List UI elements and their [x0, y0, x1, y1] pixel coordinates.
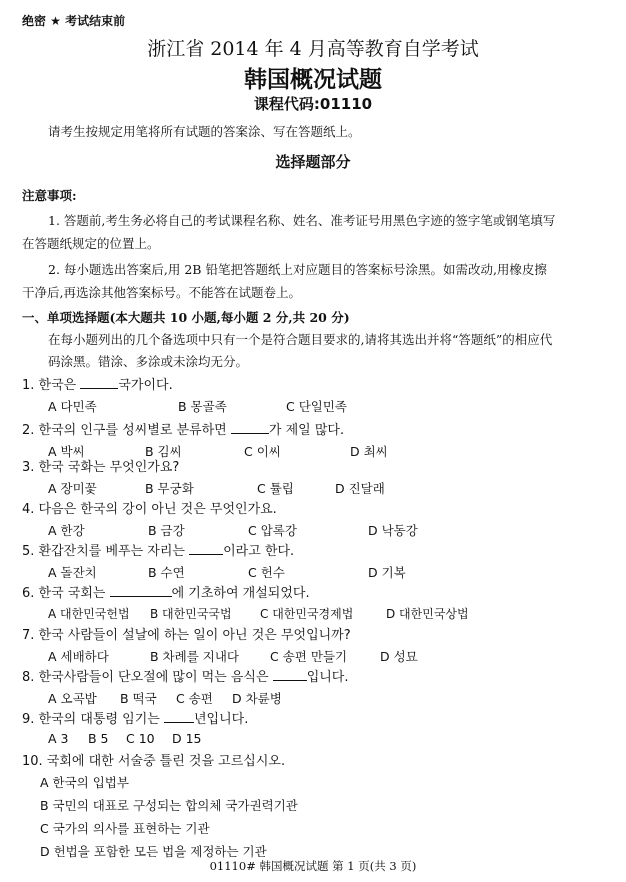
option-c: C 압록강 [248, 523, 297, 538]
answer-blank [273, 668, 307, 681]
question-text: 가 제일 많다. [268, 423, 345, 438]
question-text: 년입니다. [193, 712, 249, 727]
option-a: A 3 [48, 731, 69, 746]
course-code: 课程代码:01110 [253, 95, 373, 113]
option-c: C 송편 만들기 [270, 649, 348, 664]
part-description-line-2: 码涂黑。错涂、多涂或未涂均无分。 [48, 354, 249, 369]
option-b: B 김씨 [145, 444, 182, 459]
option-c: C 10 [126, 731, 155, 746]
question-text: 1. 한국은 [22, 378, 81, 393]
question-6 [22, 582, 310, 601]
option-b: B 대한민국국법 [150, 607, 232, 621]
part-description-line-1: 在每小题列出的几个备选项中只有一个是符合题目要求的,请将其选出并将“答题纸”的相应代 [48, 332, 553, 347]
question-3: 3. 한국 국화는 무엇인가요? [22, 460, 180, 475]
answer-instruction: 请考生按规定用笔将所有试题的答案涂、写在答题纸上。 [48, 124, 361, 139]
option-b: B 차례를 지내다 [150, 649, 239, 664]
option-d: D 진달래 [335, 481, 385, 496]
answer-blank [80, 376, 118, 389]
question-9 [22, 708, 248, 727]
note-1-line-2: 在答题纸规定的位置上。 [22, 236, 160, 251]
confidential-label: 绝密 ★ 考试结束前 [22, 14, 126, 28]
option-b: B 몽골족 [178, 399, 227, 414]
question-2 [22, 419, 344, 438]
question-4: 4. 다음은 한국의 강이 아닌 것은 무엇인가요. [22, 502, 277, 517]
page-footer: 01110# 韩国概况试题 第 1 页(共 3 页) [209, 859, 417, 873]
question-8 [22, 666, 349, 685]
option-b: B 수연 [148, 565, 185, 580]
option-b: B 국민의 대표로 구성되는 합의체 국가권력기관 [40, 798, 298, 813]
answer-blank [164, 710, 194, 723]
option-d: D 헌법을 포함한 모든 법을 제정하는 기관 [40, 844, 267, 859]
option-a: A 박씨 [48, 444, 85, 459]
option-a: A 오곡밥 [48, 691, 97, 706]
note-1-line-1: 1. 答题前,考生务必将自己的考试课程名称、姓名、准考证号用黑色字迹的签字笔或钢笔填写 [48, 213, 556, 228]
option-d: D 낙동강 [368, 523, 418, 538]
option-c: C 이씨 [244, 444, 281, 459]
option-a: A 한국의 입법부 [40, 775, 129, 790]
option-a: A 장미꽃 [48, 481, 97, 496]
question-text: 2. 한국의 인구를 성씨별로 분류하면 [22, 423, 231, 438]
option-a: A 세배하다 [48, 649, 109, 664]
option-c: C 단일민족 [286, 399, 348, 414]
section-title: 选择题部分 [275, 153, 351, 171]
option-d: D 성묘 [380, 649, 418, 664]
question-text: 에 기초하여 개설되었다. [171, 586, 310, 601]
option-b: B 무궁화 [145, 481, 194, 496]
option-b: B 떡국 [120, 691, 157, 706]
question-1 [22, 374, 173, 393]
option-a: A 대한민국헌법 [48, 607, 130, 621]
question-5 [22, 540, 294, 559]
option-c: C 튤립 [257, 481, 294, 496]
option-a: A 돌잔치 [48, 565, 97, 580]
exam-title: 浙江省 2014 年 4 月高等教育自学考试 [147, 38, 479, 60]
question-text: 입니다. [306, 670, 349, 685]
question-text: 6. 한국 국회는 [22, 586, 110, 601]
option-b: B 금강 [148, 523, 185, 538]
answer-blank [231, 421, 269, 434]
option-a: A 한강 [48, 523, 85, 538]
option-d: D 15 [172, 731, 202, 746]
option-c: C 헌수 [248, 565, 285, 580]
question-text: 8. 한국사람들이 단오절에 많이 먹는 음식은 [22, 670, 273, 685]
question-text: 국가이다. [118, 378, 173, 393]
subject-title: 韩国概况试题 [244, 67, 382, 93]
option-d: D 차륜병 [232, 691, 282, 706]
notes-title: 注意事项: [22, 188, 77, 203]
question-text: 9. 한국의 대통령 임기는 [22, 712, 164, 727]
question-text: 5. 환갑잔치를 베푸는 자리는 [22, 544, 190, 559]
option-c: C 국가의 의사를 표현하는 기관 [40, 821, 210, 836]
answer-blank [189, 542, 223, 555]
option-b: B 5 [88, 731, 109, 746]
option-d: D 최씨 [350, 444, 388, 459]
note-2-line-2: 干净后,再选涂其他答案标号。不能答在试题卷上。 [22, 285, 301, 300]
option-d: D 기복 [368, 565, 406, 580]
answer-blank [110, 584, 172, 597]
option-d: D 대한민국상법 [386, 607, 469, 621]
question-text: 이라고 한다. [223, 544, 295, 559]
question-7: 7. 한국 사람들이 설날에 하는 일이 아닌 것은 무엇입니까? [22, 628, 351, 643]
part-title: 一、单项选择题(本大题共 10 小题,每小题 2 分,共 20 分) [22, 310, 350, 325]
note-2-line-1: 2. 每小题选出答案后,用 2B 铅笔把答题纸上对应题目的答案标号涂黑。如需改动,用橡皮擦 [48, 262, 547, 277]
question-10: 10. 국회에 대한 서술중 틀린 것을 고르십시오. [22, 754, 286, 769]
option-a: A 다민족 [48, 399, 97, 414]
option-c: C 송편 [176, 691, 213, 706]
option-c: C 대한민국경제법 [260, 607, 354, 621]
